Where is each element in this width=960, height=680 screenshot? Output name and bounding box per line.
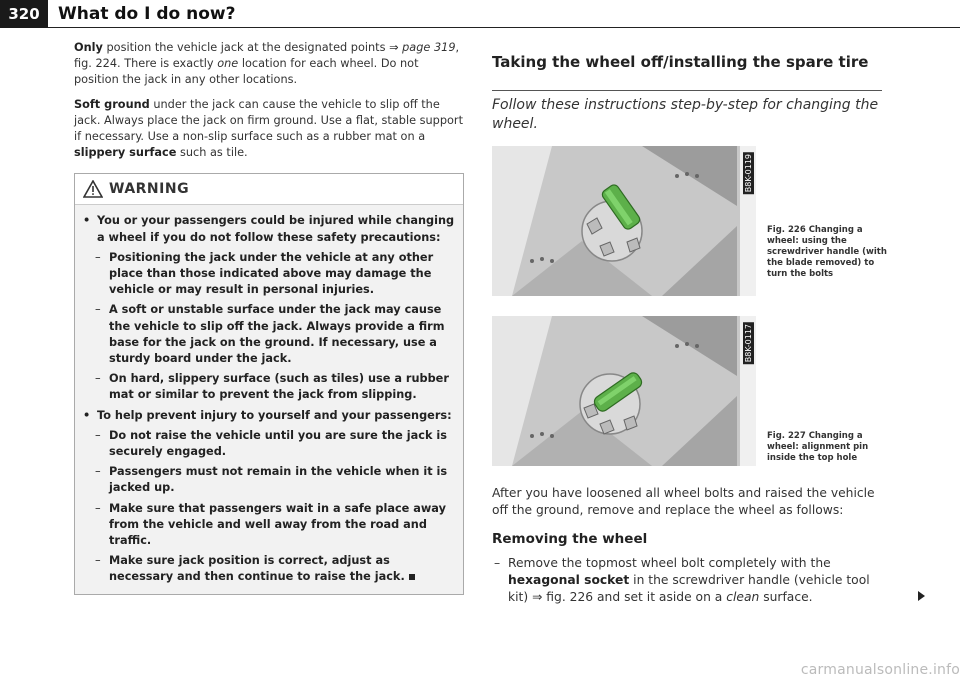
section-intro: Follow these instructions step-by-step for changing the wheel.: [492, 97, 879, 132]
step-text-a: Remove the topmost wheel bolt completely with the: [508, 556, 831, 570]
figure-227-image: [492, 316, 756, 466]
figure-code: B8K-0117: [744, 324, 753, 363]
watermark: carmanualsonline.info: [800, 662, 960, 678]
step-clean: clean: [726, 590, 760, 604]
p2-slippery-surface: slippery surface: [74, 146, 177, 160]
procedure-intro: After you have loosened all wheel bolts and raised the vehicle off the ground, remove and replace the wheel as follows:: [492, 486, 875, 517]
subsection-title: Removing the wheel: [492, 531, 648, 547]
warning-subitem: – Passengers must not remain in the vehicle when it is jacked up.: [95, 464, 455, 496]
alignment-pin-illustration: [492, 316, 756, 466]
step-text: [508, 555, 892, 606]
continue-arrow-icon[interactable]: [918, 591, 925, 601]
section-title: Taking the wheel off/installing the spare tire: [492, 53, 869, 71]
lead-only: Only: [74, 41, 103, 54]
figure-code: B8K-0119: [744, 154, 753, 193]
step-dash: –: [494, 556, 501, 570]
section-divider: [492, 90, 882, 91]
paragraph-soft-ground: [74, 97, 464, 162]
header-divider: [48, 27, 960, 28]
step-text-c: surface.: [759, 590, 813, 604]
chapter-title: What do I do now?: [58, 4, 236, 24]
p1-text-c: location for each wheel. Do not position the jack in any other locations.: [74, 57, 419, 87]
warning-body: [75, 205, 463, 593]
page-reference-link[interactable]: page 319: [402, 41, 456, 54]
left-column: [74, 40, 464, 595]
page-number: 320: [0, 0, 48, 28]
p1-text-b: , fig. 224. There is exactly: [74, 41, 460, 71]
warning-subitem: – Positioning the jack under the vehicle at any other place than those indicated above may damage the vehicle or may result in personal injuries.: [95, 250, 455, 299]
figure-226-image: [492, 146, 756, 296]
warning-box: [74, 173, 464, 594]
warning-triangle-icon: [83, 180, 103, 198]
figure-227-caption: Fig. 227 Changing a wheel: alignment pin inside the top hole: [767, 431, 869, 463]
warning-header: [75, 173, 463, 205]
warning-subitem: – A soft or unstable surface under the jack may cause the vehicle to slip off the jack. Always provide a firm base for the jack on the ground. If necessary, use a sturdy board under the jack.: [95, 302, 455, 367]
warning-bullet: • To help prevent injury to yourself and your passengers:: [83, 408, 455, 424]
lead-soft-ground: Soft ground: [74, 97, 150, 111]
warning-bullet: • You or your passengers could be injured while changing a wheel if you do not follow these safety precautions:: [83, 213, 455, 245]
p1-one: one: [217, 57, 239, 71]
warning-subitem: – Make sure that passengers wait in a safe place away from the vehicle and well away from the road and traffic.: [95, 501, 455, 550]
warning-subitem: – On hard, slippery surface (such as tiles) use a rubber mat or similar to prevent the jack from slipping.: [95, 371, 455, 403]
warning-title: WARNING: [109, 181, 190, 198]
paragraph-jack-position: [74, 40, 464, 89]
wheel-bolt-illustration: [492, 146, 756, 296]
step-remove-bolt: [492, 555, 892, 606]
warning-subitem-text: Make sure jack position is correct, adjust as necessary and then continue to raise the jack.: [109, 554, 405, 584]
warning-subitem: – Do not raise the vehicle until you are sure the jack is securely engaged.: [95, 428, 455, 460]
p1-text-a: position the vehicle jack at the designated points ⇒: [102, 41, 403, 54]
warning-subitem: [95, 553, 455, 585]
p2-text-b: such as tile.: [176, 146, 248, 160]
step-text-b: in the screwdriver handle (vehicle tool kit) ⇒ fig. 226 and set it aside on a: [508, 573, 870, 604]
end-of-section-icon: [409, 574, 415, 580]
p2-text-a: under the jack can cause the vehicle to slip off the jack. Always place the jack on firm ground. Use a flat, stable support if necessary. Use a non-slip surface such as a rubber mat on a: [74, 97, 463, 144]
figure-226-caption: Fig. 226 Changing a wheel: using the screwdriver handle (with the blade removed) to turn the bolts: [767, 225, 887, 279]
step-hexagonal-socket: hexagonal socket: [508, 573, 630, 587]
